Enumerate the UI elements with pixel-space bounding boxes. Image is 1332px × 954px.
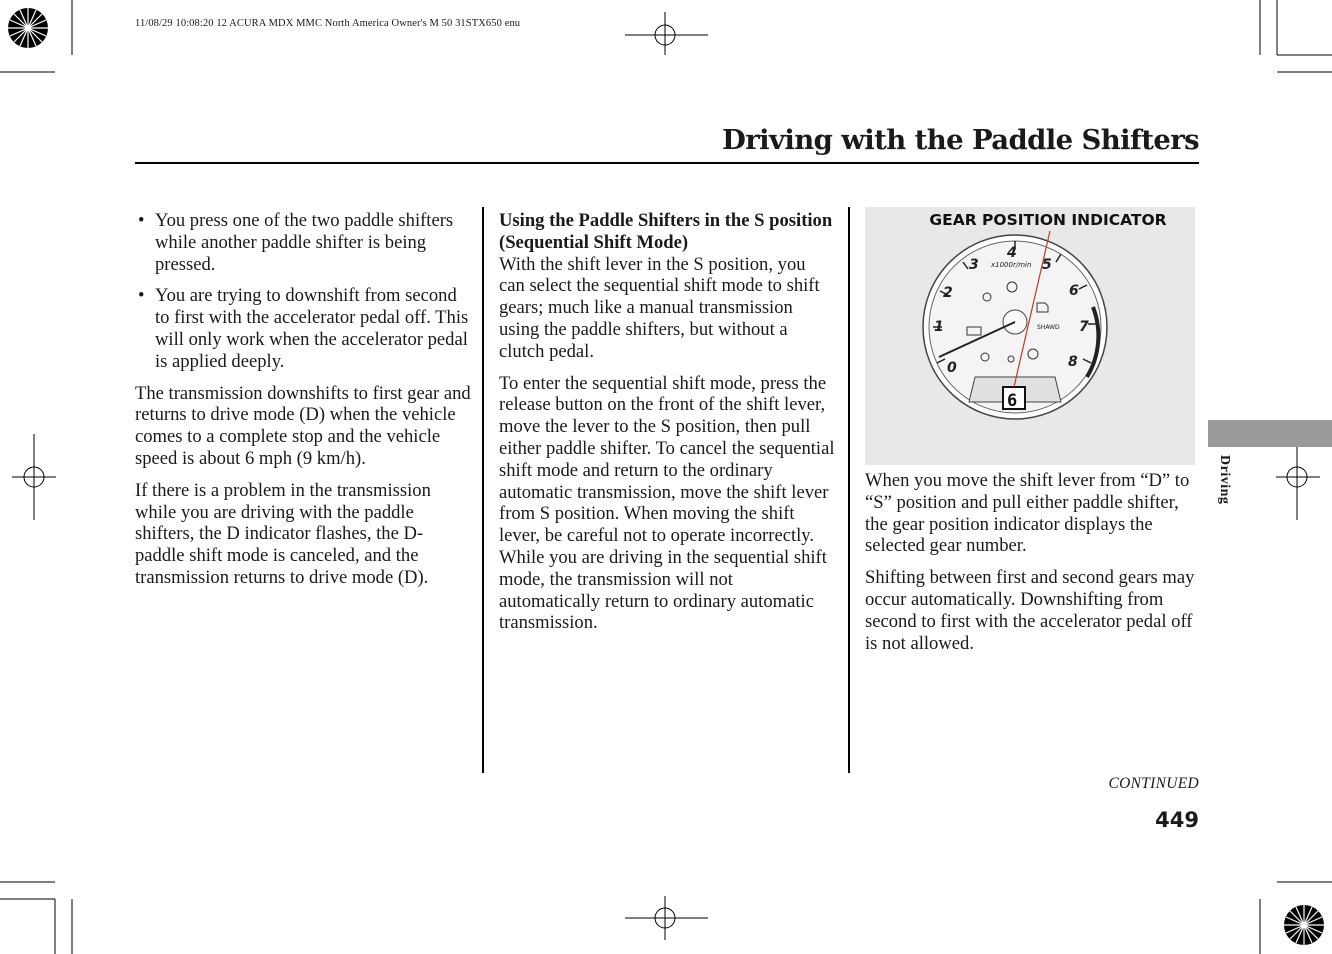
shwd-label: SHAWD — [1037, 324, 1060, 331]
column-divider — [482, 207, 484, 773]
tach-number: 4 — [1007, 245, 1017, 261]
column-divider — [848, 207, 850, 773]
side-tab-label: Driving — [1217, 455, 1232, 505]
paragraph: Shifting between first and second gears may occur automatically. Downshifting from second to first with the accelerator pedal off is not allowed. — [865, 567, 1195, 654]
starburst-mark-bottom-right — [1284, 905, 1324, 945]
column-1 — [135, 210, 471, 599]
print-header: 11/08/29 10:08:20 12 ACURA MDX MMC North America Owner's M 50 31STX650 enu — [135, 18, 521, 29]
tach-number: 6 — [1069, 283, 1079, 299]
tach-number: 1 — [934, 319, 944, 335]
tachometer-illustration — [865, 207, 1195, 465]
tach-number: 5 — [1042, 257, 1052, 273]
paragraph: When you move the shift lever from “D” to “S” position and pull either paddle shifter, the gear position indicator displays the selected gear number. — [865, 470, 1190, 557]
column-2 — [499, 210, 835, 644]
bullet-item — [135, 285, 471, 372]
tach-number: 2 — [943, 285, 953, 301]
page-title: Driving with the Paddle Shifters — [722, 124, 1199, 156]
figure-label: GEAR POSITION INDICATOR — [929, 211, 1167, 229]
paragraph-text: With the shift lever in the S position, you can select the sequential shift mode to shift gears; much like a manual transmission using the paddle shifters, but without a clutch pedal. — [499, 253, 820, 362]
bullet-item — [135, 210, 471, 275]
tach-number: 7 — [1079, 319, 1089, 335]
tach-number: 0 — [947, 360, 957, 376]
column-3 — [865, 470, 1201, 664]
paragraph: If there is a problem in the transmission while you are driving with the paddle shifters, the D indicator flashes, the D-paddle shift mode is canceled, and the transmission returns to drive mode (D). — [135, 479, 431, 588]
paragraph: The transmission downshifts to first gear and returns to drive mode (D) when the vehicle comes to a complete stop and the vehicle speed is about 6 mph (9 km/h). — [135, 382, 471, 469]
tach-number: 3 — [969, 257, 979, 273]
side-tab — [1210, 455, 1234, 515]
tach-number: 8 — [1068, 354, 1078, 370]
side-tab-block — [1208, 420, 1332, 447]
continued-label: CONTINUED — [1108, 775, 1199, 792]
bullet-text: You press one of the two paddle shifters while another paddle shifter is being pressed. — [155, 210, 454, 275]
tach-unit: x1000r/min — [991, 261, 1032, 269]
paragraph — [499, 210, 835, 363]
page-number: 449 — [1155, 808, 1199, 832]
bullet-dot: • — [138, 285, 145, 307]
gear-display-digit: 6 — [1007, 391, 1018, 411]
gear-position-figure — [865, 207, 1195, 465]
section-subheading: Using the Paddle Shifters in the S position (Sequential Shift Mode) — [499, 210, 833, 253]
starburst-mark-top-left — [8, 8, 48, 48]
bullet-dot: • — [138, 210, 145, 231]
paragraph: To enter the sequential shift mode, press the release button on the front of the shift lever, move the lever to the S position, then pull either paddle shifter. To cancel the sequential shift mode and return to the ordinary automatic transmission, move the shift lever from S position. When moving the shift lever, be careful not to operate incorrectly. While you are driving in the sequential shift mode, the transmission will not automatically return to ordinary automatic transmission. — [499, 372, 835, 634]
bullet-text: You are trying to downshift from second to first with the accelerator pedal off. This will only work when the accelerator pedal is applied deeply. — [155, 285, 469, 372]
title-rule — [135, 162, 1199, 164]
